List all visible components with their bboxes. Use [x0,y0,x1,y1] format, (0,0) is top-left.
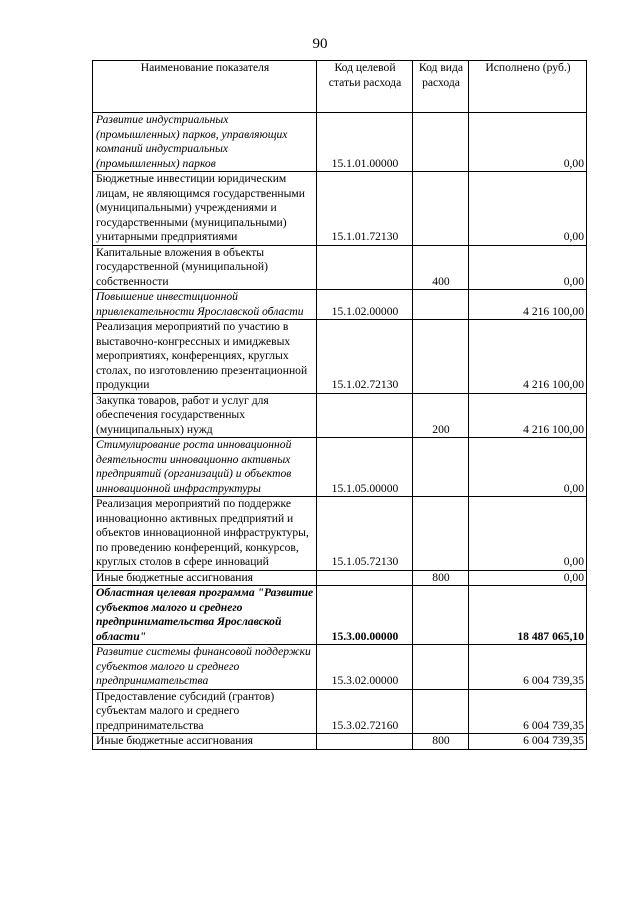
table-row [93,113,587,172]
header-executed-amount: Исполнено (руб.) [469,61,587,113]
row-target-code-cell [317,393,413,438]
row-target-code-cell: 15.1.01.00000 [317,113,413,172]
budget-table [92,60,587,750]
row-amount-cell: 6 004 739,35 [469,734,587,750]
row-expense-kind-cell: 800 [413,734,469,750]
row-name-cell: Бюджетные инвестиции юридическим лицам, не являющимся государственными (муниципальными) учреждениями и государственными (муниципальными) унитарными предприятиями [93,172,317,246]
row-name-cell: Предоставление субсидий (грантов) субъектам малого и среднего предпринимательства [93,689,317,734]
row-expense-kind-cell [413,320,469,394]
row-name-cell: Реализация мероприятий по поддержке инновационно активных предприятий и объектов инновационной инфраструктуры, по проведению конференций, конкурсов, круглых столов в сфере инноваций [93,497,317,571]
table-row [93,570,587,586]
row-amount-cell: 0,00 [469,245,587,290]
table-row [93,497,587,571]
row-amount-cell: 0,00 [469,570,587,586]
row-amount-cell: 6 004 739,35 [469,689,587,734]
row-amount-cell: 0,00 [469,497,587,571]
row-amount-cell: 0,00 [469,172,587,246]
row-expense-kind-cell [413,172,469,246]
table-row [93,645,587,690]
table-row [93,586,587,645]
row-name-cell: Реализация мероприятий по участию в выставочно-конгрессных и имиджевых мероприятиях, конференциях, круглых столах, по изготовлению презентационной продукции [93,320,317,394]
row-name-cell: Развитие системы финансовой поддержки субъектов малого и среднего предпринимательства [93,645,317,690]
row-name-cell: Стимулирование роста инновационной деятельности инновационно активных предприятий (организаций) и объектов инновационной инфраструктуры [93,438,317,497]
table-row [93,290,587,320]
table-row [93,393,587,438]
row-expense-kind-cell [413,645,469,690]
row-target-code-cell [317,245,413,290]
row-target-code-cell: 15.1.05.00000 [317,438,413,497]
table-row [93,320,587,394]
row-expense-kind-cell [413,497,469,571]
row-amount-cell: 4 216 100,00 [469,393,587,438]
header-indicator-name: Наименование показателя [93,61,317,113]
row-target-code-cell: 15.3.02.72160 [317,689,413,734]
row-name-cell: Иные бюджетные ассигнования [93,734,317,750]
row-target-code-cell: 15.1.01.72130 [317,172,413,246]
row-target-code-cell: 15.3.02.00000 [317,645,413,690]
row-target-code-cell: 15.1.05.72130 [317,497,413,571]
table-header-row [93,61,587,113]
row-target-code-cell: 15.1.02.00000 [317,290,413,320]
row-expense-kind-cell [413,290,469,320]
row-expense-kind-cell: 800 [413,570,469,586]
table-row [93,172,587,246]
row-expense-kind-cell [413,438,469,497]
row-name-cell: Повышение инвестиционной привлекательности Ярославской области [93,290,317,320]
row-target-code-cell: 15.1.02.72130 [317,320,413,394]
row-expense-kind-cell: 200 [413,393,469,438]
row-target-code-cell [317,570,413,586]
row-target-code-cell: 15.3.00.00000 [317,586,413,645]
row-expense-kind-cell [413,586,469,645]
table-row [93,438,587,497]
header-expense-kind: Код вида расхода [413,61,469,113]
row-amount-cell: 0,00 [469,113,587,172]
header-target-code: Код целевой статьи расхода [317,61,413,113]
row-amount-cell: 4 216 100,00 [469,290,587,320]
row-name-cell: Иные бюджетные ассигнования [93,570,317,586]
row-name-cell: Закупка товаров, работ и услуг для обеспечения государственных (муниципальных) нужд [93,393,317,438]
table-row [93,689,587,734]
row-expense-kind-cell [413,689,469,734]
row-name-cell: Областная целевая программа "Развитие субъектов малого и среднего предпринимательства Ярославской области" [93,586,317,645]
row-expense-kind-cell [413,113,469,172]
page-number: 90 [312,36,328,52]
table-row [93,734,587,750]
table-row [93,245,587,290]
row-expense-kind-cell: 400 [413,245,469,290]
row-amount-cell: 0,00 [469,438,587,497]
row-name-cell: Капитальные вложения в объекты государственной (муниципальной) собственности [93,245,317,290]
row-amount-cell: 4 216 100,00 [469,320,587,394]
row-name-cell: Развитие индустриальных (промышленных) парков, управляющих компаний индустриальных (промышленных) парков [93,113,317,172]
row-target-code-cell [317,734,413,750]
row-amount-cell: 18 487 065,10 [469,586,587,645]
row-amount-cell: 6 004 739,35 [469,645,587,690]
